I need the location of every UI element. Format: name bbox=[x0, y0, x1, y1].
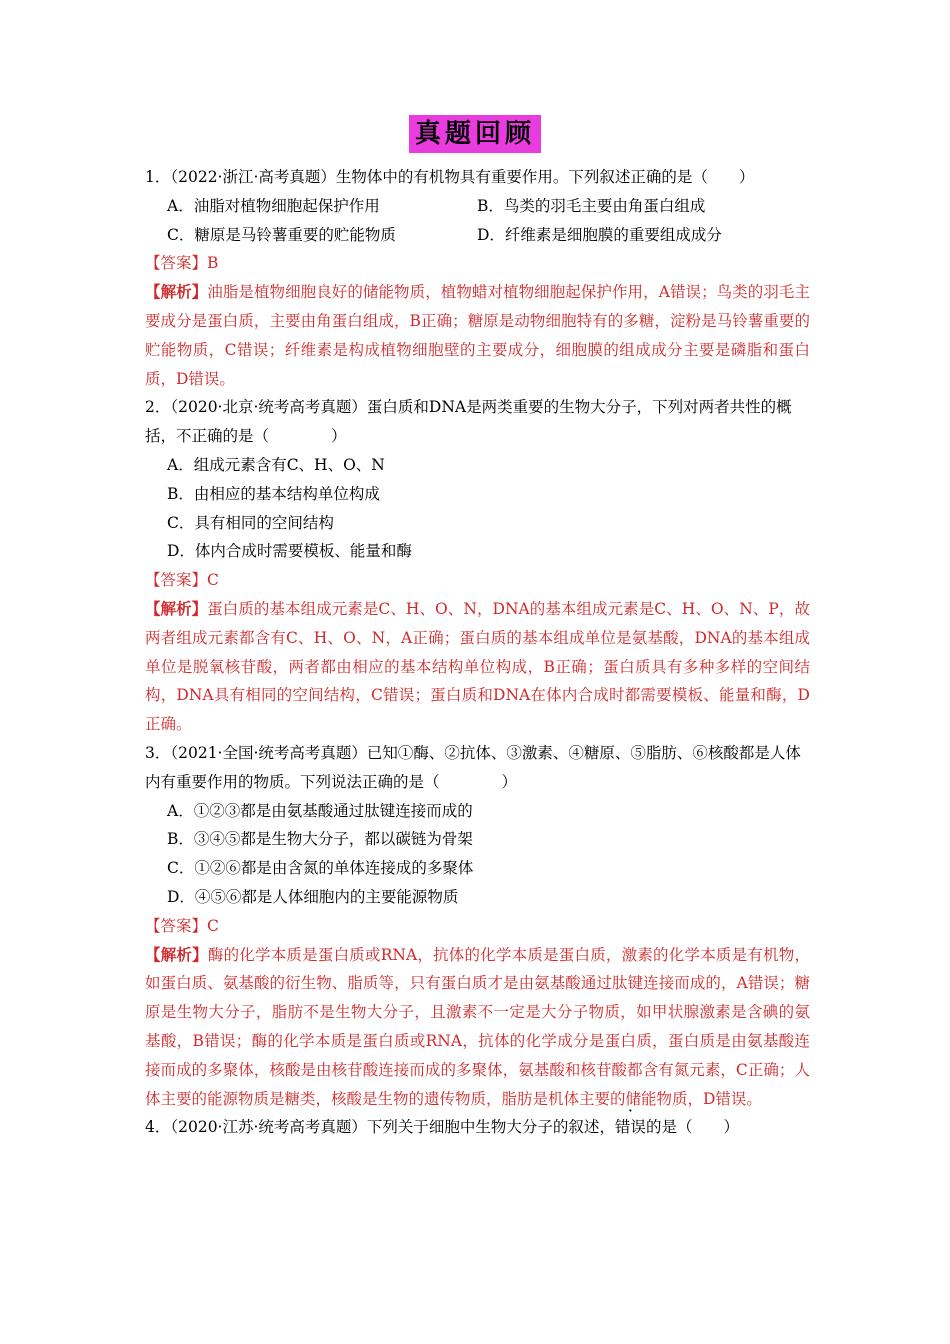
page-title: 真题回顾 bbox=[409, 115, 541, 153]
question-4-stem bbox=[145, 1113, 810, 1142]
answer-value: C bbox=[207, 916, 219, 935]
question-2-option-b: B．由相应的基本结构单位构成 bbox=[167, 484, 380, 503]
question-1-options-row-1 bbox=[145, 192, 810, 221]
question-1-option-a: A．油脂对植物细胞起保护作用 bbox=[167, 196, 380, 215]
question-2-option-a: A．组成元素含有C、H、O、N bbox=[167, 455, 385, 474]
explanation-tag: 【解析】 bbox=[145, 282, 208, 302]
answer-value: B bbox=[207, 254, 219, 273]
question-4-emphasis: 错误 bbox=[614, 1118, 646, 1137]
question-2-stem: 2．（2020·北京·统考高考真题）蛋白质和DNA是两类重要的生物大分子，下列对两者共性的概括，不正确的是（ ） bbox=[145, 398, 792, 446]
answer-tag: 【答案】 bbox=[145, 916, 208, 935]
question-3-stem: 3．（2021·全国·统考高考真题）已知①酶、②抗体、③激素、④糖原、⑤脂肪、⑥核酸都是人体内有重要作用的物质。下列说法正确的是（ ） bbox=[145, 743, 801, 791]
question-list bbox=[145, 163, 810, 1142]
question-2-option-c: C．具有相同的空间结构 bbox=[167, 513, 334, 532]
explanation-text: 油脂是植物细胞良好的储能物质，植物蜡对植物细胞起保护作用，A错误；鸟类的羽毛主要成分是蛋白质，主要由角蛋白组成，B正确；糖原是动物细胞特有的多糖，淀粉是马铃薯重要的贮能物质，C错误；纤维素是构成植物细胞壁的主要成分，细胞膜的组成成分主要是磷脂和蛋白质，D错误。 bbox=[145, 283, 810, 388]
explanation-tag: 【解析】 bbox=[145, 944, 208, 964]
question-1-stem: 1．（2022·浙江·高考真题）生物体中的有机物具有重要作用。下列叙述正确的是（ ） bbox=[145, 168, 755, 186]
question-1-answer bbox=[145, 249, 810, 278]
question-2-answer bbox=[145, 566, 810, 595]
question-3-option-b: B．③④⑤都是生物大分子，都以碳链为骨架 bbox=[167, 830, 473, 849]
question-1-explanation bbox=[145, 278, 810, 393]
explanation-text: 蛋白质的基本组成元素是C、H、O、N，DNA的基本组成元素是C、H、O、N、P，故两者组成元素都含有C、H、O、N，A正确；蛋白质的基本组成单位是氨基酸，DNA的基本组成单位是脱氧核苷酸，两者都由相应的基本结构单位构成，B正确；蛋白质具有多种多样的空间结构，DNA具有相同的空间结构，C错误；蛋白质和DNA在体内合成时都需要模板、能量和酶，D正确。 bbox=[145, 599, 810, 734]
question-3-option-a: A．①②③都是由氨基酸通过肽键连接而成的 bbox=[167, 801, 473, 820]
question-3-answer bbox=[145, 912, 810, 941]
question-1-options-row-2 bbox=[145, 221, 810, 250]
question-3-option-c: C．①②⑥都是由含氮的单体连接成的多聚体 bbox=[167, 859, 474, 878]
question-1-option-b: B．鸟类的羽毛主要由角蛋白组成 bbox=[477, 196, 706, 215]
question-3-explanation bbox=[145, 941, 810, 1114]
question-3-option-d: D．④⑤⑥都是人体细胞内的主要能源物质 bbox=[167, 887, 459, 906]
question-4-stem-end: 的是（ ） bbox=[645, 1118, 739, 1137]
question-4-stem-start: 4．（2020·江苏·统考高考真题）下列关于细胞中生物大分子的叙述， bbox=[145, 1118, 615, 1137]
question-1-option-c: C．糖原是马铃薯重要的贮能物质 bbox=[167, 225, 396, 244]
title-wrap bbox=[0, 115, 950, 153]
question-2-explanation bbox=[145, 595, 810, 739]
explanation-text: 酶的化学本质是蛋白质或RNA，抗体的化学本质是蛋白质，激素的化学本质是有机物，如蛋白质、氨基酸的衍生物、脂质等，只有蛋白质才是由氨基酸通过肽键连接而成的，A错误；糖原是生物大分子，脂肪不是生物大分子，且激素不一定是大分子物质，如甲状腺激素是含碘的氨基酸，B错误；酶的化学本质是蛋白质或RNA，抗体的化学成分是蛋白质，蛋白质是由氨基酸连接而成的多聚体，核酸是由核苷酸连接而成的多聚体，氨基酸和核苷酸都含有氮元素，C正确；人体主要的能源物质是糖类，核酸是生物的遗传物质，脂肪是机体主要的储能物质，D错误。 bbox=[145, 945, 810, 1108]
question-2-option-d: D．体内合成时需要模板、能量和酶 bbox=[167, 542, 412, 561]
explanation-tag: 【解析】 bbox=[145, 598, 208, 618]
question-1-option-d: D．纤维素是细胞膜的重要组成成分 bbox=[477, 225, 722, 244]
answer-tag: 【答案】 bbox=[145, 571, 208, 590]
answer-tag: 【答案】 bbox=[145, 254, 208, 273]
answer-value: C bbox=[207, 571, 219, 590]
